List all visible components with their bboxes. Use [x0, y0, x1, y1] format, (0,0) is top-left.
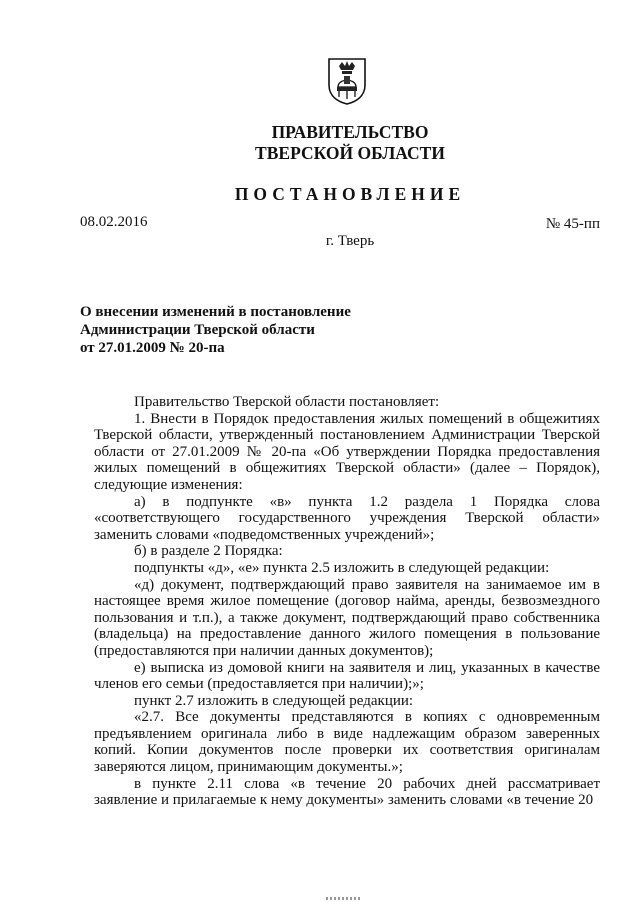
organization-name-line2: ТВЕРСКОЙ ОБЛАСТИ: [255, 143, 445, 163]
organization-name-line1: ПРАВИТЕЛЬСТВО: [271, 122, 429, 142]
body-paragraph: а) в подпункте «в» пункта 1.2 раздела 1 Порядка слова «соответствующего государственного учреждения Тверской области» заменить словами «подведомственных учреждений»;: [94, 493, 600, 543]
body-paragraph: е) выписка из домовой книги на заявителя и лиц, указанных в качестве членов его семьи (предоставляется при наличии);»;: [94, 659, 600, 693]
body-paragraph: «2.7. Все документы представляются в копиях с одновременным предъявлением оригинала либо в виде надлежащим образом заверенных копий. Копии документов после проверки их соответствия оригиналам заверяются лицом, принимающим документы.»;: [94, 709, 600, 776]
document-subject: [80, 303, 351, 357]
body-paragraph: Правительство Тверской области постановляет:: [134, 394, 440, 410]
body-paragraph: пункт 2.7 изложить в следующей редакции:: [134, 692, 414, 709]
subject-line: от 27.01.2009 № 20-па: [80, 340, 225, 356]
subject-line: Администрации Тверской области: [80, 322, 315, 338]
subject-line: О внесении изменений в постановление: [80, 304, 351, 320]
body-paragraph: в пункте 2.11 слова «в течение 20 рабочих дней рассматривает заявление и прилагаемые к нему документы» заменить словами «в течение 20: [94, 775, 600, 809]
document-city: г. Тверь: [325, 233, 375, 249]
body-paragraph: «д) документ, подтверждающий право заявителя на занимаемое им в настоящее время жилое помещение (договор найма, аренды, безвозмездного пользования и т.п.), а также документ, подтверждающий право собственника (владельца) на предоставление данного жилого помещения в пользование (предоставляются при наличии данных документов);: [94, 576, 600, 659]
coat-of-arms-emblem: [327, 57, 367, 105]
body-paragraph: б) в разделе 2 Порядка:: [134, 543, 283, 560]
body-paragraph: 1. Внести в Порядок предоставления жилых помещений в общежитиях Тверской области, утвержденный постановлением Администрации Тверской области от 27.01.2009 № 20-па «Об утверждении Порядка предоставления жилых помещений в общежитиях Тверской области» (далее – Порядок), следующие изменения:: [94, 410, 600, 493]
scan-artifact-mark: [326, 897, 362, 900]
body-paragraph: подпункты «д», «е» пункта 2.5 изложить в следующей редакции:: [134, 559, 550, 576]
document-number: № 45-пп: [545, 216, 600, 232]
document-body: [94, 394, 600, 809]
document-date: 08.02.2016: [80, 214, 148, 230]
document-type-title: ПОСТАНОВЛЕНИЕ: [234, 184, 466, 204]
